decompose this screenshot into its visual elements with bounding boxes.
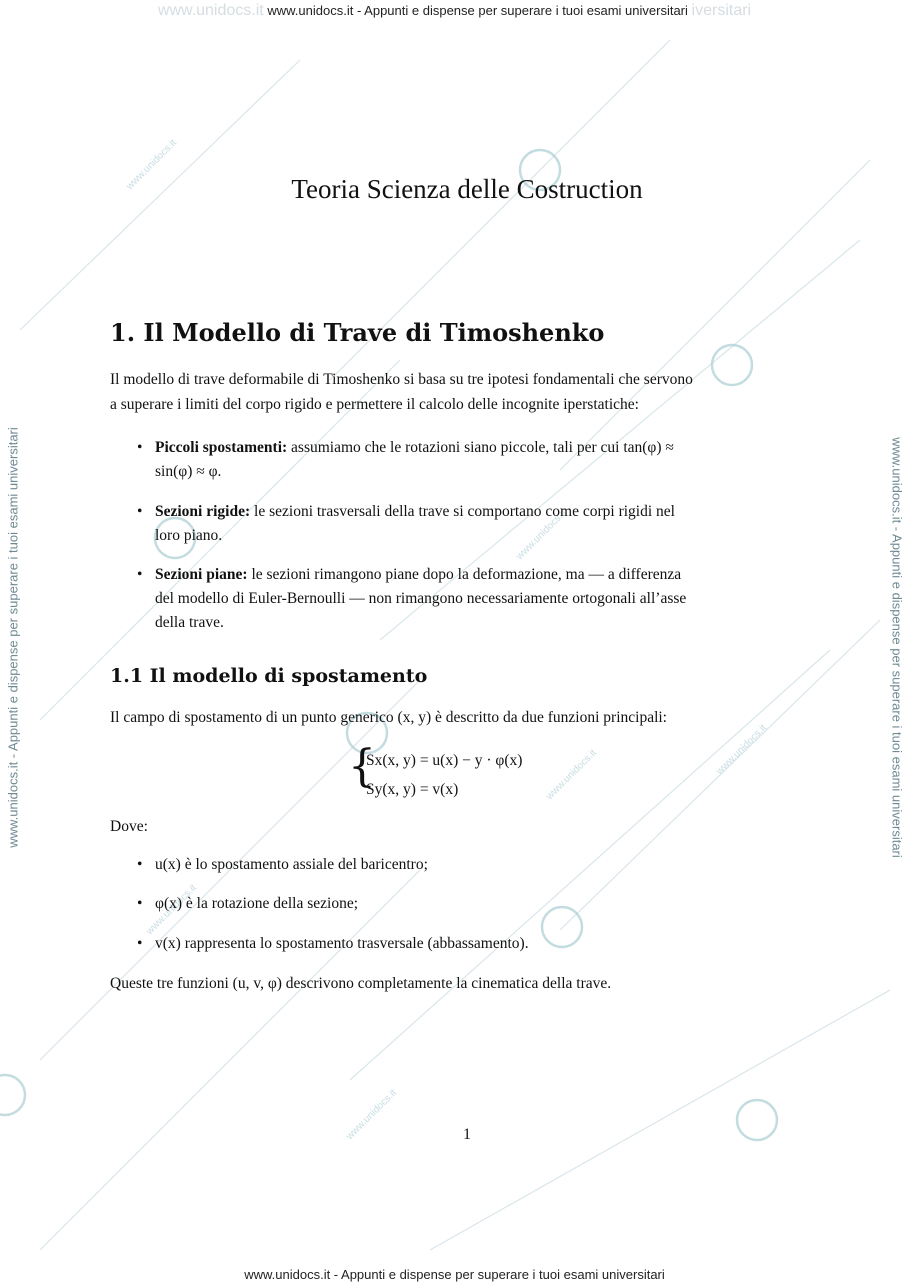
bullet-icon: • [137, 895, 143, 912]
watermark-header-text: www.unidocs.it - Appunti e dispense per superare i tuoi esami universitari [267, 3, 688, 18]
list-item-text-cont: del modello di Euler-Bernoulli — non rimangono necessariamente ortogonali all’asse [155, 590, 687, 607]
dove-label: Dove: [110, 818, 148, 835]
svg-text:www.unidocs.it: www.unidocs.it [714, 722, 769, 778]
equation-sx: Sx(x, y) = u(x) − y · φ(x) [366, 752, 523, 769]
list-item [137, 892, 826, 916]
section-heading-1: 1. Il Modello di Trave di Timoshenko [110, 318, 605, 347]
intro-line-1: Il modello di trave deformabile di Timoshenko si basa su tre ipotesi fondamentali che servono [110, 371, 693, 388]
page-number: 1 [463, 1126, 471, 1143]
list-item-term: Sezioni rigide: [155, 503, 251, 520]
definition-text: φ(x) è la rotazione della sezione; [155, 895, 359, 912]
definition-text: u(x) è lo spostamento assiale del baricentro; [155, 856, 428, 873]
watermark-left-side: www.unidocs.it - Appunti e dispense per superare i tuoi esami universitari [5, 427, 21, 848]
bullet-icon: • [137, 935, 143, 952]
bullet-icon: • [137, 503, 143, 520]
intro-line-2: a superare i limiti del corpo rigido e permettere il calcolo delle incognite iperstatiche: [110, 396, 639, 413]
bullet-icon: • [137, 856, 143, 873]
section-heading-1-1: 1.1 Il modello di spostamento [110, 665, 428, 687]
list-item-text: le sezioni rimangono piane dopo la deformazione, ma — a differenza [247, 566, 682, 583]
bullet-icon: • [137, 439, 143, 456]
svg-text:www.unidocs.it: www.unidocs.it [344, 1087, 399, 1143]
list-item-term: Sezioni piane: [155, 566, 248, 583]
list-item-text: le sezioni trasversali della trave si comportano come corpi rigidi nel [250, 503, 675, 520]
watermark-right-side: www.unidocs.it - Appunti e dispense per superare i tuoi esami universitari [889, 437, 905, 858]
svg-text:www.unidocs.it: www.unidocs.it [514, 507, 569, 563]
watermark-footer-text: www.unidocs.it - Appunti e dispense per superare i tuoi esami universitari [244, 1267, 665, 1282]
list-item [137, 563, 826, 635]
bullet-icon: • [137, 566, 143, 583]
document-title: Teoria Scienza delle Costruction [291, 174, 643, 204]
definition-text: v(x) rappresenta lo spostamento trasversale (abbassamento). [155, 935, 529, 952]
watermark-ghost-left: www.unidocs.it [157, 2, 264, 19]
equation-brace: { [348, 741, 376, 792]
svg-text:www.unidocs.it: www.unidocs.it [124, 137, 179, 193]
list-item-text-cont: sin(φ) ≈ φ. [155, 463, 222, 480]
list-item [137, 853, 826, 877]
list-item [137, 932, 826, 956]
list-item-text-cont: loro piano. [155, 527, 223, 544]
list-item [137, 436, 826, 484]
svg-text:www.unidocs.it: www.unidocs.it [144, 882, 199, 938]
svg-text:www.unidocs.it: www.unidocs.it [544, 747, 599, 803]
list-item-text: assumiamo che le rotazioni siano piccole, tali per cui tan(φ) ≈ [287, 439, 674, 456]
closing-paragraph: Queste tre funzioni (u, v, φ) descrivono completamente la cinematica della trave. [110, 975, 612, 992]
list-item [137, 500, 826, 548]
list-item-text-cont: della trave. [155, 614, 224, 631]
watermark-ghost-right: iversitari [691, 2, 752, 19]
field-intro: Il campo di spostamento di un punto generico (x, y) è descritto da due funzioni principali: [110, 709, 667, 726]
list-item-term: Piccoli spostamenti: [155, 439, 288, 456]
equation-sy: Sy(x, y) = v(x) [366, 781, 459, 798]
intro-paragraph [110, 367, 826, 417]
